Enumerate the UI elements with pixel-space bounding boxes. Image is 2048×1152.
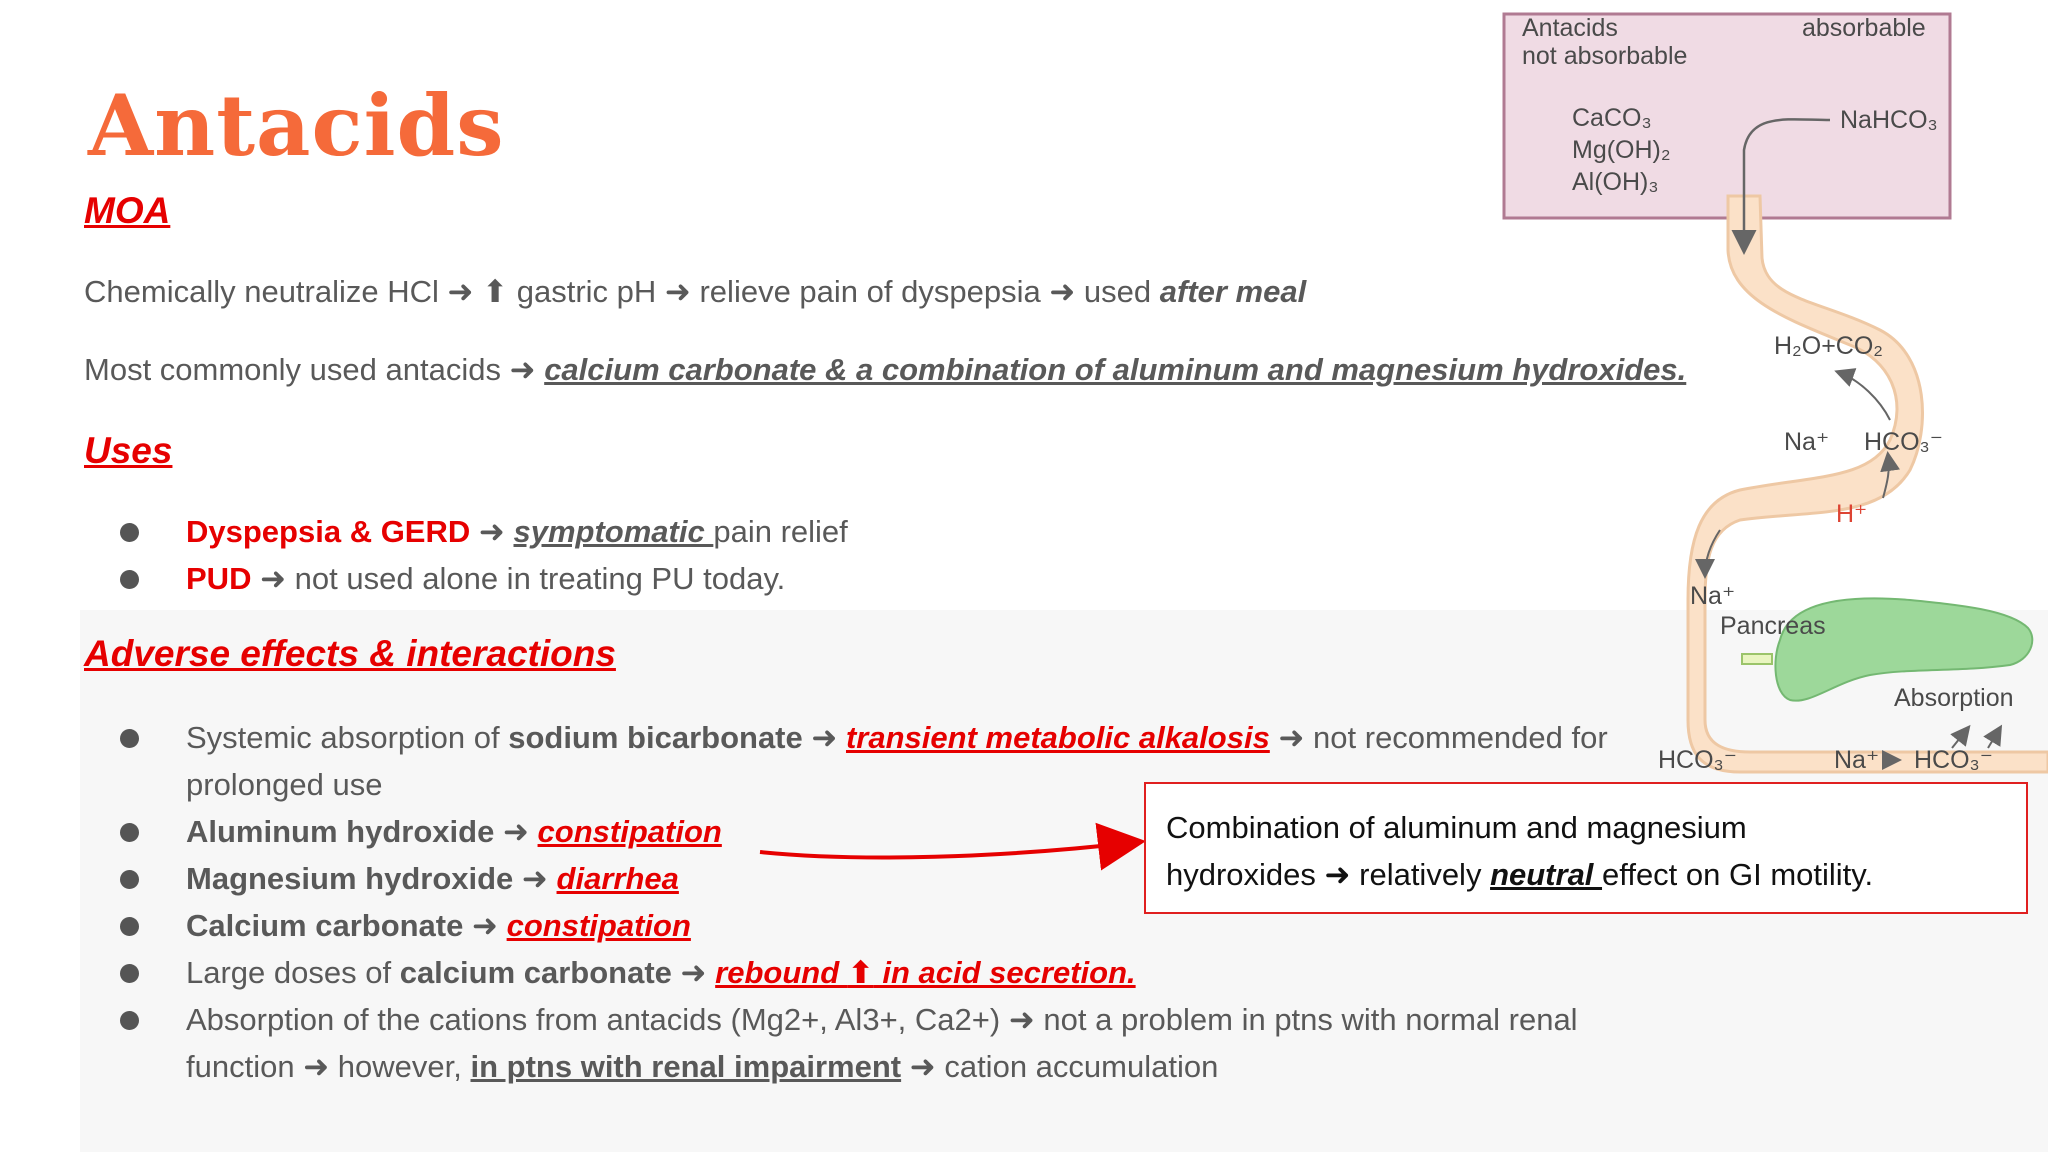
label-na-plus-duodenum: Na⁺ [1690,582,1736,610]
list-item [120,508,848,555]
arrow-icon: ➜ [664,274,691,309]
label-pancreas: Pancreas [1720,612,1826,640]
box-label-antacids: Antacids [1522,14,1618,42]
arrow-icon: ➜ [303,1049,330,1084]
bullet-icon [120,964,139,983]
arrow-icon: ➜ [811,720,838,755]
arrow-icon: ➜ [1049,274,1076,309]
bullet-icon [120,523,139,542]
label-hco3-stomach: HCO₃⁻ [1864,428,1943,456]
bullet-icon [120,823,139,842]
callout-line-2 [1166,851,2006,898]
label-hco3-absorbed: HCO₃⁻ [1914,746,1993,774]
arrow-icon: ➜ [1324,857,1351,892]
arrow-icon: ➜ [509,352,536,387]
bullet-icon [120,917,139,936]
adverse-heading: Adverse effects & interactions [84,633,616,674]
arrow-icon: ➜ [1008,1002,1035,1037]
h2o-co2-arrow [1838,372,1890,420]
bullet-icon [120,570,139,589]
antacid-stomach-diagram [1490,0,2048,790]
up-arrow-icon: ⬆ [847,955,874,990]
moa-heading: MOA [84,190,171,231]
adverse-text: not a problem in ptns with normal renal [1034,1002,1578,1037]
callout-line-1: Combination of aluminum and magnesium [1166,810,1747,845]
adverse-drug: Aluminum hydroxide [186,814,495,849]
moa-line-2 [84,352,1686,388]
callout-text: hydroxides [1166,857,1325,892]
adverse-text: however, [329,1049,471,1084]
moa-emphasis: calcium carbonate & a combination of aluminum and magnesium hydroxides. [544,352,1687,387]
adverse-text: Large doses of [186,955,400,990]
absorption-arrow-1 [1952,728,1968,748]
callout-emphasis: neutral [1490,857,1603,892]
adverse-effect: in acid secretion. [873,955,1136,990]
uses-emphasis: symptomatic [513,514,714,549]
arrow-icon: ➜ [447,274,474,309]
page-title: Antacids [88,76,505,175]
adverse-effect: transient metabolic alkalosis [845,720,1270,755]
arrow-icon: ➜ [472,908,498,943]
adverse-text: function [186,1049,304,1084]
list-item [120,555,848,602]
moa-text: Chemically neutralize HCl [84,274,448,309]
uses-text: not used alone in treating PU today. [286,561,786,596]
label-na-plus-stomach: Na⁺ [1784,428,1830,456]
box-label-absorbable: absorbable [1802,14,1926,42]
moa-emphasis: after meal [1159,274,1307,309]
moa-text: relieve pain of dyspepsia [690,274,1050,309]
label-h2o-co2: H₂O+CO₂ [1774,332,1884,360]
label-aloh3: Al(OH)₃ [1572,168,1659,196]
uses-term: Dyspepsia & GERD [186,514,471,549]
arrow-icon: ➜ [680,955,707,990]
callout-text: relatively [1350,857,1491,892]
callout-text: effect on GI motility. [1602,857,1874,892]
pancreatic-duct [1742,654,1772,664]
motility-callout-box [1144,782,2028,914]
moa-text: gastric pH [508,274,665,309]
uses-term: PUD [186,561,252,596]
uses-list [120,508,848,602]
list-item [120,996,1608,1090]
adverse-text: Absorption of the cations from antacids (Mg2+, Al3+, Ca2+) [186,1002,1009,1037]
adverse-effect: constipation [537,814,722,849]
label-na-plus-absorbed: Na⁺ [1834,746,1880,774]
label-caco3: CaCO₃ [1572,104,1652,132]
arrow-icon: ➜ [502,814,529,849]
adverse-text: Systemic absorption of [186,720,509,755]
arrow-icon: ➜ [521,861,548,896]
up-arrow-icon: ⬆ [482,274,509,309]
bullet-icon [120,729,139,748]
arrow-icon: ➜ [1278,720,1305,755]
label-absorption: Absorption [1894,684,2014,712]
adverse-drug: in ptns with renal impairment [470,1049,902,1084]
adverse-text: cation accumulation [935,1049,1219,1084]
uses-heading: Uses [84,430,173,471]
arrow-icon: ➜ [260,561,287,596]
label-h-plus: H⁺ [1836,500,1868,528]
adverse-text: not recommended for [1304,720,1608,755]
uses-text: pain relief [713,514,848,549]
moa-line-1 [84,274,1306,310]
bullet-icon [120,870,139,889]
absorption-arrow-2 [1988,728,2000,748]
bullet-icon [120,1011,139,1030]
moa-text: Most commonly used antacids [84,352,510,387]
list-item [120,949,1608,996]
label-nahco3: NaHCO₃ [1840,106,1938,134]
adverse-effect: rebound [715,955,848,990]
adverse-drug: calcium carbonate [399,955,672,990]
adverse-effect: constipation [506,908,691,943]
arrow-icon: ➜ [478,514,505,549]
adverse-drug: Magnesium hydroxide [186,861,514,896]
adverse-drug: Calcium carbonate [186,908,464,943]
adverse-effect: diarrhea [556,861,679,896]
box-label-not-absorbable: not absorbable [1522,42,1688,70]
adverse-text: prolonged use [186,767,383,802]
label-hco3-duodenum: HCO₃⁻ [1658,746,1737,774]
moa-text: used [1075,274,1160,309]
adverse-drug: sodium bicarbonate [508,720,803,755]
label-mgoh2: Mg(OH)₂ [1572,136,1671,164]
arrow-icon: ➜ [909,1049,936,1084]
